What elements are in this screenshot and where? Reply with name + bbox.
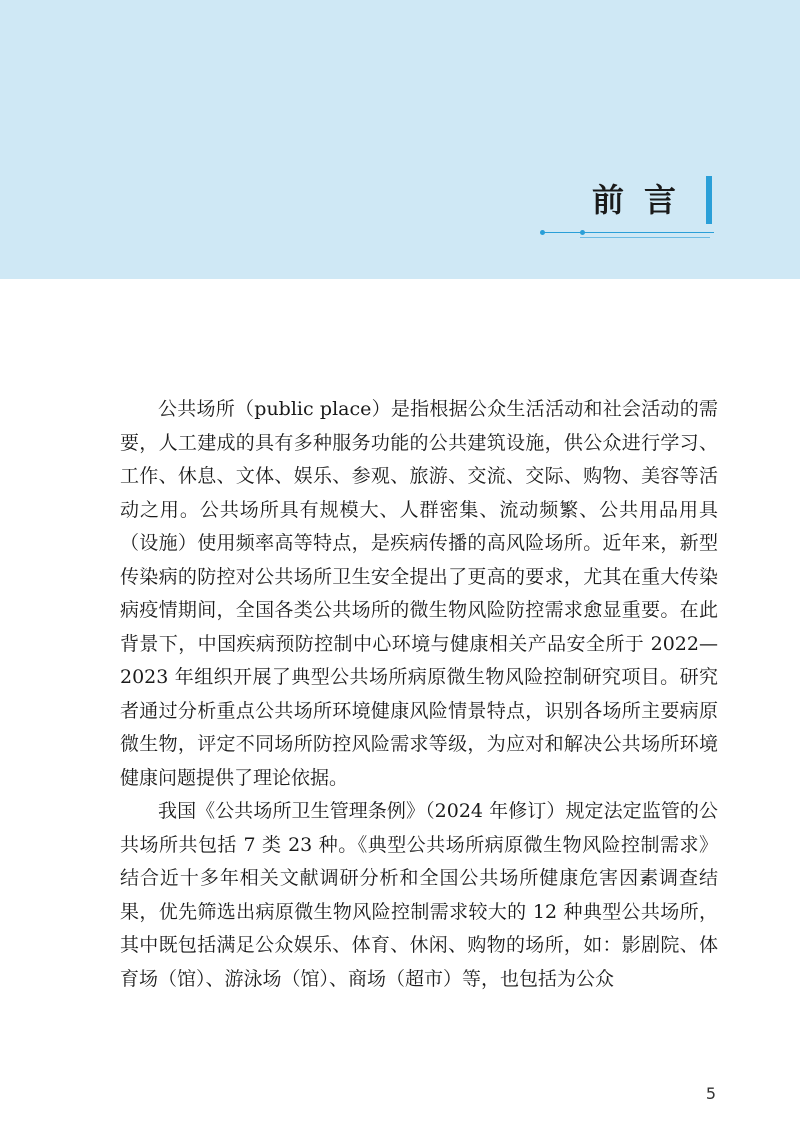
paragraph: 公共场所（public place）是指根据公众生活活动和社会活动的需要，人工建成的具有多种服务功能的公共建筑设施，供公众进行学习、工作、休息、文体、娱乐、参观、旅游、交流、交际、购物、美容等活动之用。公共场所具有规模大、人群密集、流动频繁、公共用品用具（设施）使用频率高等特点，是疾病传播的高风险场所。近年来，新型传染病的防控对公共场所卫生安全提出了更高的要求，尤其在重大传染病疫情期间，全国各类公共场所的微生物风险防控需求愈显重要。在此背景下，中国疾病预防控制中心环境与健康相关产品安全所于 2022—2023 年组织开展了典型公共场所病原微生物风险控制研究项目。研究者通过分析重点公共场所环境健康风险情景特点，识别各场所主要病原微生物，评定不同场所防控风险需求等级，为应对和解决公共场所环境健康问题提供了理论依据。 [120,398,718,789]
page-number: 5 [705,1084,716,1103]
decoration-line [580,237,710,238]
paragraph: 我国《公共场所卫生管理条例》（2024 年修订）规定法定监管的公共场所共包括 7 类 23 种。《典型公共场所病原微生物风险控制需求》结合近十多年相关文献调研分析和全国公共场所健康危害因素调查结果，优先筛选出病原微生物风险控制需求较大的 12 种典型公共场所，其中既包括满足公众娱乐、体育、休闲、购物的场所，如：影剧院、体育场（馆）、游泳场（馆）、商场（超市）等，也包括为公众 [120,800,718,990]
decoration-line [544,232,714,233]
header-band [0,0,800,279]
page-title: 前言 [591,181,696,219]
title-accent-bar [706,176,712,224]
title-block [592,176,712,224]
title-underline-decoration [540,228,660,242]
body-text [120,393,718,996]
